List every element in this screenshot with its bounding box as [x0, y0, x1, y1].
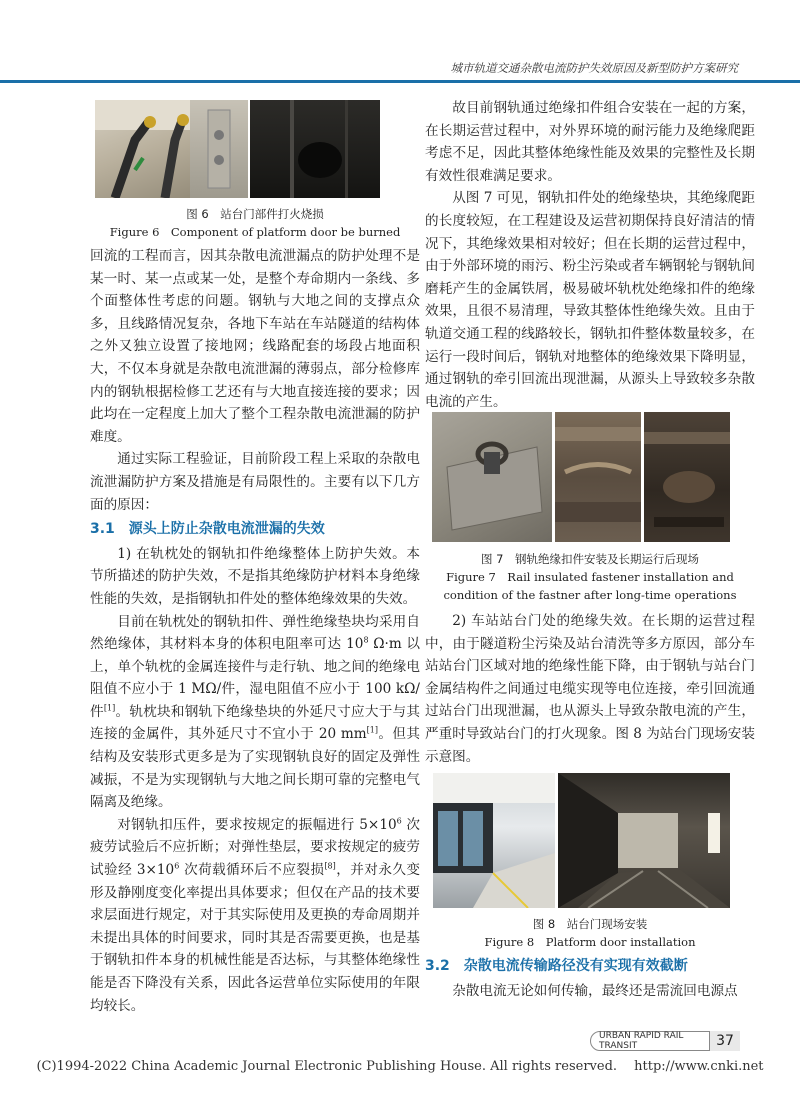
right-paragraph-2: 从图 7 可见，钢轨扣件处的绝缘垫块，其绝缘爬距的长度较短，在工程建设及运营初期保持良好清洁的情况下，其绝缘效果相对较好；但在长期的运营过程中，由于外部环境的雨污、粉尘污染或者车辆钢轮与钢轨间磨耗产生的金属铁屑，极易破坏轨枕处绝缘扣件的绝缘效果，且很不易清理，导致其整体性绝缘失效。且由于轨道交通工程的线路较长，钢轨扣件整体数量较多，在运行一段时间后，钢轨对地整体的绝缘效果下降明显，通过钢轨的牵引回流出现泄漏，从源头上导致较多杂散电流的产生。 [425, 190, 755, 410]
page-number: 37 [710, 1031, 740, 1051]
left-paragraph-1: 回流的工程而言，因其杂散电流泄漏点的防护处理不是某一时、某一点或某一处，是整个寿命期内一条线、多个面整体性考虑的问题。钢轨与大地之间的支撑点众多，且线路情况复杂，各地下车站在车站隧道的结构体之外又独立设置了接地网；线路配套的场段占地面积大，不仅本身就是杂散电流泄漏的薄弱点，部分检修库内的钢轨根据检修工艺还有与大地直接连接的要求；因此均在一定程度上加大了整个工程杂散电流泄漏的防护难度。 [90, 248, 420, 445]
figure-8-photo-left [433, 773, 555, 908]
figure-6-caption-en: Figure 6 Component of platform door be burned [109, 225, 401, 239]
figure-7-caption-en-line1: Figure 7 Rail insulated fastener installation and [446, 570, 734, 584]
copyright-notice: (C)1994-2022 China Academic Journal Electronic Publishing House. All rights reserved. http://www.cnki.net [36, 1059, 764, 1074]
left-paragraph-3: 1) 在轨枕处的钢轨扣件绝缘整体上防护失效。本节所描述的防护失效，不是指其绝缘防护材料本身绝缘性能的失效，是指钢轨扣件处的整体绝缘效果的失效。 [90, 545, 420, 607]
figure-7-photo-middle [555, 412, 641, 542]
left-paragraph-2: 通过实际工程验证，目前阶段工程上采取的杂散电流泄漏防护方案及措施是有局限性的。主要有以下几方面的原因： [90, 451, 420, 513]
section-heading-3-2: 3.2 杂散电流传输路径没有实现有效截断 [425, 958, 688, 974]
footer-journal-name: URBAN RAPID RAIL TRANSIT [590, 1031, 710, 1051]
header-rule [0, 80, 800, 83]
figure-8-caption-cn: 图 8 站台门现场安装 [532, 917, 648, 931]
footer-journal-tag [590, 1031, 740, 1051]
figure-7-caption-en-line2: condition of the fastner after long-time operations [443, 588, 737, 602]
figure-6-photo-right [250, 100, 380, 198]
left-paragraph-4: 目前在轨枕处的钢轨扣件、弹性绝缘垫块均采用自然绝缘体，其材料本身的体积电阻率可达 $10^8$ Ω·m 以上，单个轨枕的金属连接件与走行轨、地之间的绝缘电阻值不应小于 1 MΩ/件，湿电阻值不应小于 100 kΩ/件[1]。轨枕块和钢轨下绝缘垫块的外延尺寸应大于与其连接的金属件，其外延尺寸不宜小于 20 mm[1]。但其结构及安装形式更多是为了实现钢轨良好的固定及弹性减振，不是为实现钢轨与大地之间长期可靠的完整电气隔离及绝缘。 [90, 613, 421, 811]
right-paragraph-4: 杂散电流无论如何传输，最终还是需流回电源点 [452, 982, 738, 999]
right-paragraph-3: 2) 车站站台门处的绝缘失效。在长期的运营过程中，由于隧道粉尘污染及站台清洗等多方原因，部分车站站台门区域对地的绝缘性能下降，由于钢轨与站台门金属结构件之间通过电缆实现等电位连接，牵引回流通过站台门出现泄漏，也从源头上导致杂散电流的产生，严重时导致站台门的打火现象。图 8 为站台门现场安装示意图。 [425, 613, 755, 765]
figure-6-photo-center [190, 100, 248, 198]
figure-7-caption-cn: 图 7 钢轨绝缘扣件安装及长期运行后现场 [481, 552, 699, 566]
right-paragraph-1: 故目前钢轨通过绝缘扣件组合安装在一起的方案，在长期运营过程中，对外界环境的耐污能力及绝缘爬距考虑不足，因此其整体绝缘性能及效果的完整性及长期有效性很难满足要求。 [425, 100, 755, 184]
running-header: 城市轨道交通杂散电流防护失效原因及新型防护方案研究 [450, 61, 738, 75]
left-paragraph-5: 对钢轨扣压件，要求按规定的振幅进行 $5\times 10^6$ 次疲劳试验后不应折断；对弹性垫层，要求按规定的疲劳试验经 $3\times 10^6$ 次荷载循环后不应裂损[8]，并对永久变形及静刚度变化率提出具体要求；但仅在产品的技术要求层面进行规定，对于其实际使用及更换的寿命周期并未提出具体的时间要求，同时其是否需要更换，也是基于钢轨扣件本身的机械性能是否达标，与其整体绝缘性能是否下降没有关系，因此各运营单位实际使用的年限均较长。 [90, 816, 421, 1014]
figure-6-caption-cn: 图 6 站台门部件打火烧损 [186, 207, 324, 221]
figure-8-caption-en: Figure 8 Platform door installation [484, 935, 696, 949]
figure-8-photo-right [558, 773, 730, 908]
figure-7-photo-left [432, 412, 552, 542]
section-heading-3-1: 3.1 源头上防止杂散电流泄漏的失效 [90, 521, 325, 538]
figure-7-photo-right [644, 412, 730, 542]
